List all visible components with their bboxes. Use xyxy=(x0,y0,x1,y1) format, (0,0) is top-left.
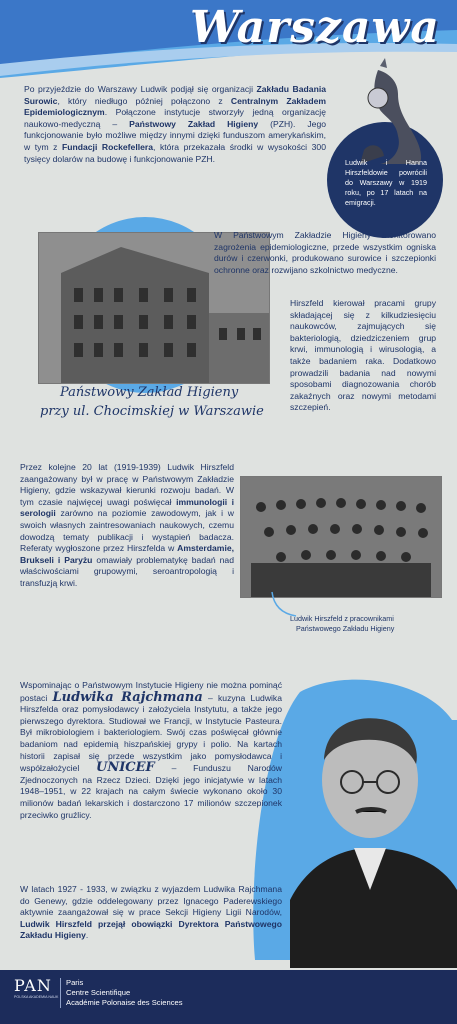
geneva-paragraph xyxy=(20,884,282,942)
years-paragraph xyxy=(20,462,234,590)
pzh-paragraph-1: W Państwowym Zakładzie Higieny monitorowano zagrożenia epidemiologiczne, przede wszystkim ogniska durów i czerwonki, produkowano surowice i szczepionki ochronne oraz rozwijano szkolnictwo medyczne. xyxy=(214,230,436,275)
group-caption-line1: Ludwik Hirszfeld z pracownikami xyxy=(290,614,394,623)
bold-text: Centralnym Zakładem Epidemiologicznym xyxy=(24,95,327,118)
text-run: omawiały problematykę badań nad właściwościami grupowymi, seroantropologią i transfuzją krwi. xyxy=(20,554,234,588)
footer-line1: Paris xyxy=(66,978,84,987)
statue-caption: Ludwik i Hanna Hirszfeldowie powrócili do Warszawy w 1919 roku, po 17 latach na emigracji. xyxy=(345,158,427,207)
text-run: Po przyjeździe do Warszawy Ludwik podjął się organizacji xyxy=(24,84,257,94)
intro-paragraph xyxy=(24,84,326,165)
bold-text: Amsterdamie, Brukseli i Paryżu xyxy=(20,543,234,565)
group-caption-line2: Państwowego Zakładu Higieny xyxy=(296,624,395,633)
geneva-text: W latach 1927 - 1933, w związku z wyjazdem Ludwika Rajchmana do Genewy, gdzie oddelegowany przez Ignacego Paderewskiego aktywnie zaangażował się w prace Sekcji Higieny Ligii Narodów, xyxy=(20,884,282,918)
bold-text: immunologii i serologii xyxy=(20,496,234,519)
bold-text: Zakładu Badania Surowic xyxy=(24,84,326,106)
text-run: (PZH). Jego funkcjonowanie było możliwe między innymi dzięki funduszom amerykańskim, w tym z xyxy=(24,118,327,152)
pan-logo xyxy=(14,976,58,999)
group-drawing xyxy=(241,477,441,597)
geneva-end: . xyxy=(85,930,89,941)
building-caption-line2: przy ul. Chocimskiej w Warszawie xyxy=(40,404,264,419)
rajchman-portrait xyxy=(290,700,457,968)
building-caption-line1: Państwowy Zakład Higieny xyxy=(60,385,239,400)
rajchman-intro: Wspominając o Państwowym Instytucie Higieny nie można pominąć postaci xyxy=(20,680,282,703)
bold-text: Państwowy Zakład Higieny xyxy=(129,118,259,129)
footer-divider xyxy=(60,978,61,1008)
text-run: Przez kolejne 20 lat (1919-1939) Ludwik Hirszfeld zaangażowany był w pracę w Państwowym Zakładzie Higieny, gdzie wskazywał kierunki rozwoju badań. W tym czasie najwięcej uwagi poświęcał xyxy=(20,462,234,507)
group-photo xyxy=(240,476,442,598)
pan-logo-text: PAN xyxy=(14,976,52,995)
rajchman-body: – kuzyna Ludwika Hirszfelda oraz pomysłodawcy i założyciela Instytutu, a także jego pierwszego dyrektora. Studiował we Francji, w Instytucie Pasteura. Był mikrobiologiem i bakteriologiem. Swój czas poświęcał głównie badaniom nad epidemią hiszpańskiej grypy i polio. Na kartach historii zapisał się przede wszystkim jako pomysłodawca i współzałożyciel xyxy=(20,692,283,774)
rajchman-name: Ludwika Rajchmana xyxy=(52,689,203,705)
page-title: Warszawa xyxy=(190,2,440,53)
rajchman-end: – Funduszu Narodów Zjednoczonych na Rzecz Dzieci. Dzięki jego inicjatywie w latach 1948–1951, w 22 krajach na całym świecie wykonano około 30 milionów badań lekarskich i dostarczono 17 milionów szczepionek przeciwko gruźlicy. xyxy=(20,763,282,820)
footer-line2: Centre Scientifique xyxy=(66,988,131,997)
footer xyxy=(0,970,457,1024)
pan-logo-sub: POLSKA AKADEMIA NAUK xyxy=(14,995,59,999)
text-run: , która przekazała środki w wysokości 300 tysięcy dolarów na budowę i funkcjonowanie PZH. xyxy=(24,141,326,164)
footer-line3: Académie Polonaise des Sciences xyxy=(66,998,183,1007)
bold-text: Fundacji Rockefellera xyxy=(62,141,153,152)
text-run: zarówno na poziomie zawodowym, jak i w swoich własnych zaintresowaniach naukowych, czemu dowodzą tematy publikacji i wystąpień badacza. Referaty wygłoszone przez Hirszfelda w xyxy=(20,508,234,554)
geneva-bold: Ludwik Hirszfeld przejął obowiązki Dyrektora Państwowego Zakładu Higieny xyxy=(20,918,282,941)
mermaid-statue-image xyxy=(350,58,430,170)
pzh-paragraph-2: Hirszfeld kierował pracami grupy składającej się z kilkudziesięciu naukowców, zajmujących się bakteriologią, dziedziczeniem grup krwi, immunologią i wirusologią, a także badaniem raka. Dodatkowo prowadzili badania nad nowymi sposobami diagnozowania chorób zakaźnych oraz nowymi metodami szczepień. xyxy=(290,298,436,413)
unicef-name: UNICEF xyxy=(96,760,155,776)
text-run: , który niedługo później połączono z xyxy=(57,95,231,106)
text-run: . Połączone instytucje stworzyły jedną organizację naukowo-medyczną – xyxy=(24,107,326,129)
rajchman-paragraph xyxy=(20,680,282,821)
